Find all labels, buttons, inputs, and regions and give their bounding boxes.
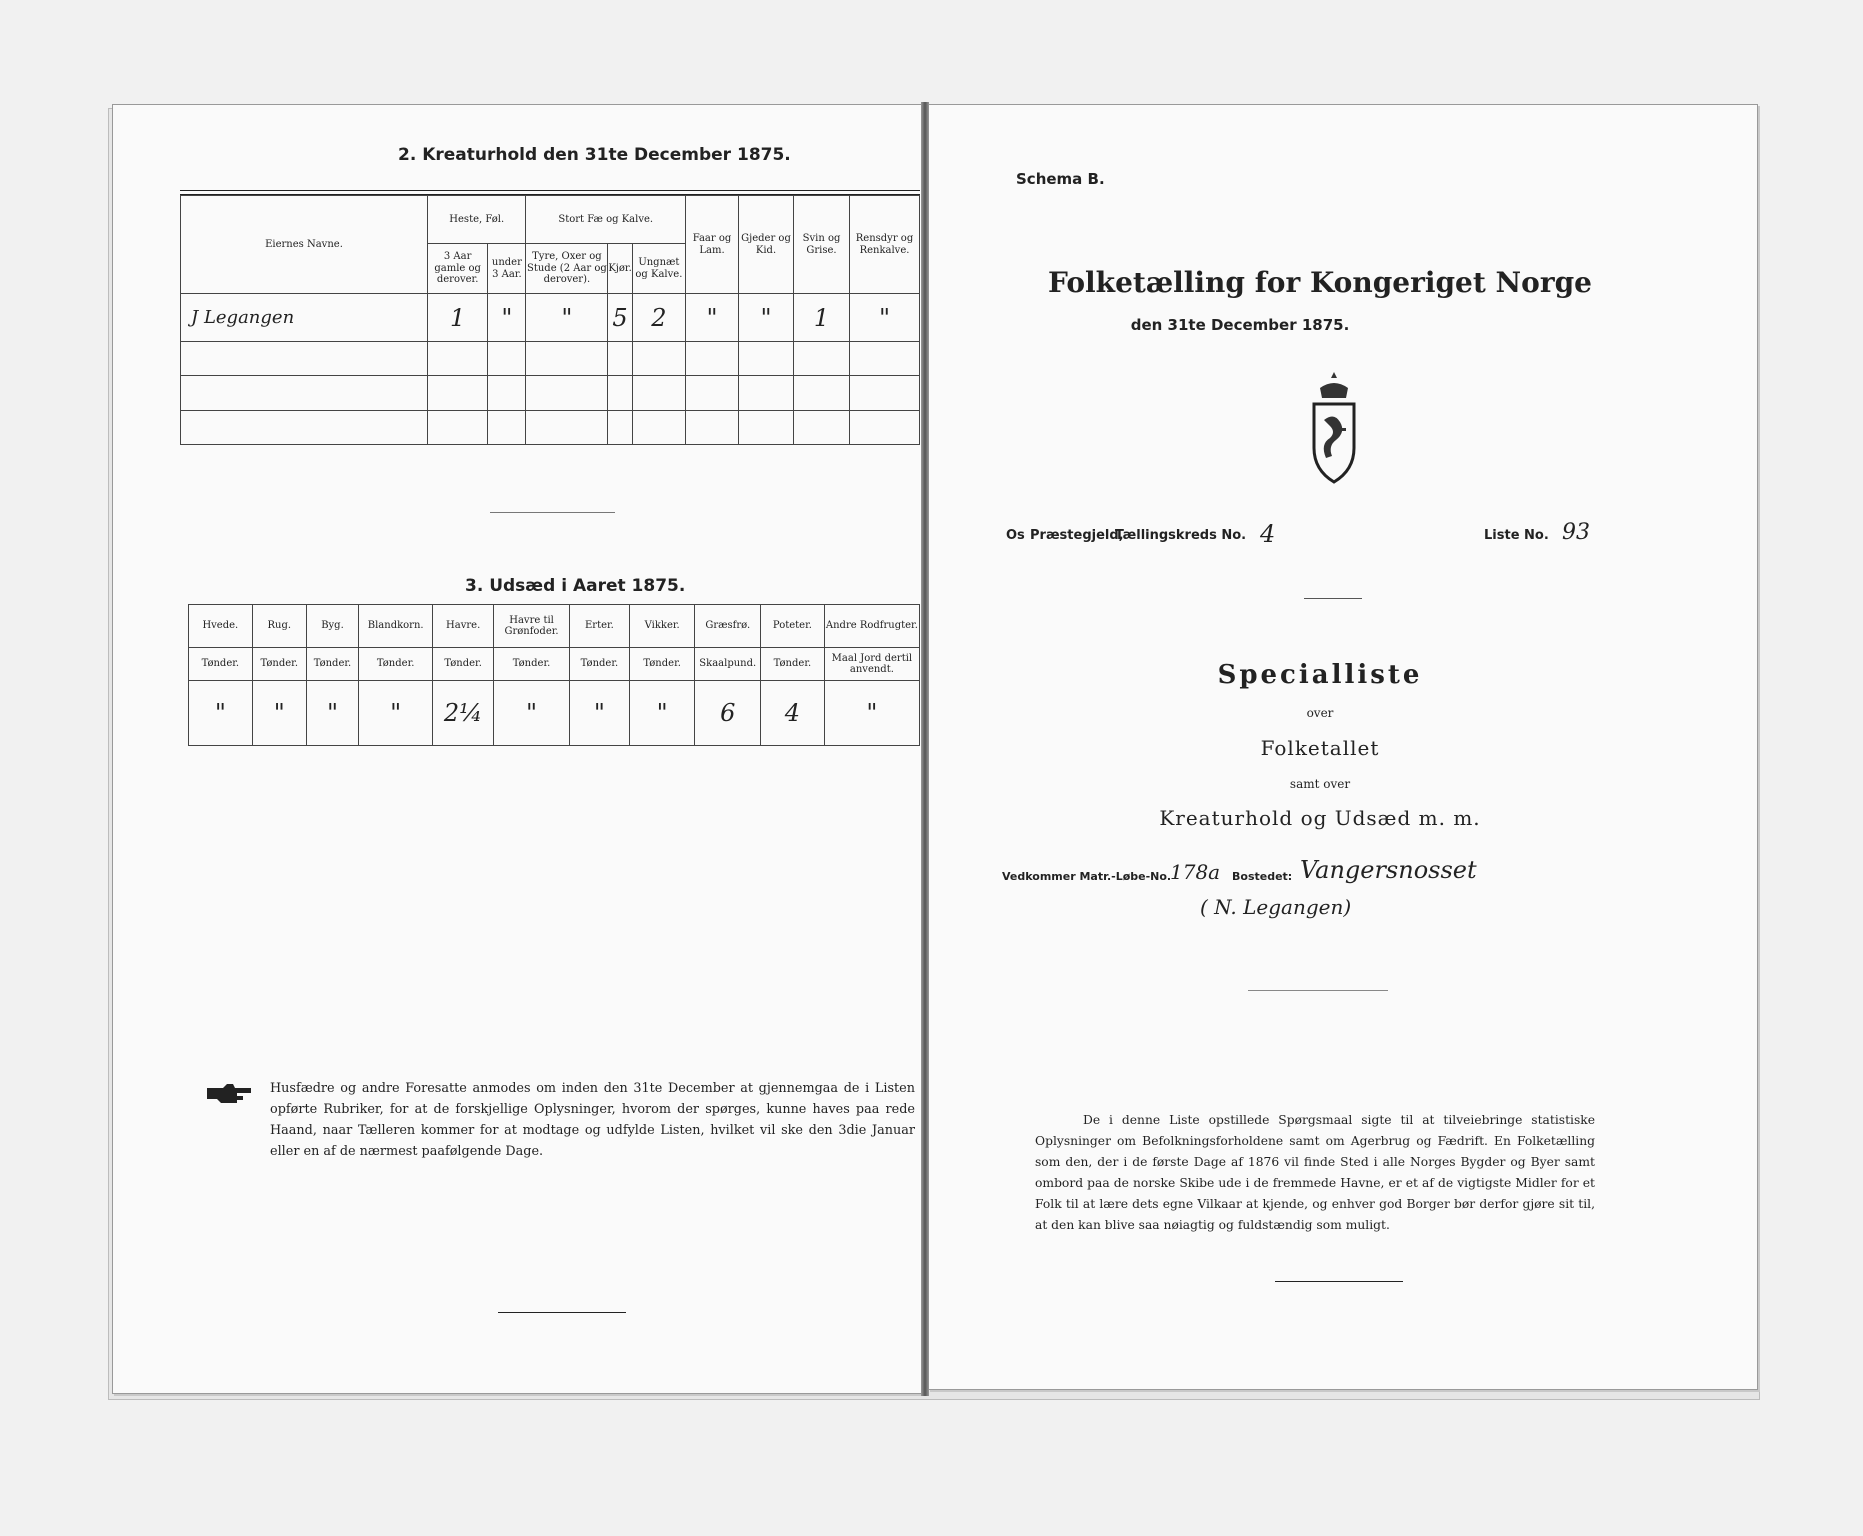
col-young-cattle: Ungnæt og Kalve.	[632, 243, 685, 293]
table-row	[181, 294, 920, 342]
col-cattle: Stort Fæ og Kalve.	[526, 196, 686, 244]
seed-col-header: Hvede.	[189, 605, 253, 648]
book-spine	[921, 102, 929, 1396]
seed-col-header: Græsfrø.	[695, 605, 761, 648]
seed-value-cell: "	[629, 680, 695, 745]
goats-cell: "	[739, 294, 794, 342]
seed-col-unit: Tønder.	[433, 648, 494, 681]
pointing-hand-icon	[205, 1082, 253, 1108]
seed-col-unit: Skaalpund.	[695, 648, 761, 681]
seed-value-cell: 2¼	[433, 680, 494, 745]
footer-text: De i denne Liste opstillede Spørgsmaal sigte til at tilveiebringe statistiske Oplysninger om Befolkningsforholdene samt om Agerbrug og Fædrift. En Folketælling som den, der i de første Dage af 1876 vil finde Sted i alle Norges Bygder og Byer samt ombord paa de norske Skibe ude i de fremmede Havne, er et af de vigtigste Midler for et Folk til at lære dets egne Vilkaar at kjende, og enhver god Borger bør derfor gjøre sit til, at den kan blive saa nøiagtig og fuldstændig som muligt.	[1035, 1113, 1595, 1232]
owner-cell: J Legangen	[181, 294, 428, 342]
seed-col-unit: Tønder.	[761, 648, 825, 681]
col-horses: Heste, Føl.	[428, 196, 526, 244]
col-oxen: Tyre, Oxer og Stude (2 Aar og derover).	[526, 243, 608, 293]
seed-col-header: Poteter.	[761, 605, 825, 648]
horses-old-cell: 1	[428, 294, 488, 342]
livestock-heading: 2. Kreaturhold den 31te December 1875.	[398, 145, 791, 165]
seed-heading: 3. Udsæd i Aaret 1875.	[465, 576, 686, 596]
col-goats: Gjeder og Kid.	[739, 196, 794, 294]
separator-rule-right	[1304, 598, 1362, 599]
col-reindeer: Rensdyr og Renkalve.	[850, 196, 920, 294]
seed-value-cell: 6	[695, 680, 761, 745]
col-horses-old: 3 Aar gamle og derover.	[428, 243, 488, 293]
bosted-subvalue: ( N. Legangen)	[1200, 895, 1352, 919]
schema-label: Schema B.	[1016, 170, 1105, 188]
folketallet-text: Folketallet	[1260, 736, 1380, 760]
seed-value-cell: 4	[761, 680, 825, 745]
sheep-cell: "	[686, 294, 739, 342]
seed-value-cell: "	[252, 680, 306, 745]
parish-label: Præstegjeld,	[1030, 528, 1124, 543]
matr-label: Vedkommer Matr.-Løbe-No.	[1002, 870, 1172, 883]
horses-young-cell: "	[488, 294, 526, 342]
col-cows: Kjør.	[608, 243, 632, 293]
young-cattle-cell: 2	[632, 294, 685, 342]
seed-value-cell: "	[824, 680, 919, 745]
seed-col-header: Havre.	[433, 605, 494, 648]
kreaturhold-text: Kreaturhold og Udsæd m. m.	[1159, 806, 1481, 830]
seed-col-header: Erter.	[570, 605, 630, 648]
table-row	[181, 410, 920, 444]
coat-of-arms-icon	[1306, 370, 1362, 490]
bosted-value: Vangersnosset	[1300, 856, 1477, 884]
seed-header-row	[189, 605, 920, 648]
seed-value-cell: "	[570, 680, 630, 745]
seed-value-cell: "	[306, 680, 358, 745]
seed-col-header: Rug.	[252, 605, 306, 648]
seed-col-unit: Tønder.	[629, 648, 695, 681]
col-pigs: Svin og Grise.	[794, 196, 850, 294]
seed-col-unit: Tønder.	[359, 648, 433, 681]
list-number: 93	[1562, 520, 1590, 545]
table-row	[189, 680, 920, 745]
district-label: Tællingskreds No.	[1115, 528, 1247, 543]
seed-col-unit: Tønder.	[189, 648, 253, 681]
pigs-cell: 1	[794, 294, 850, 342]
seed-col-header: Havre til Grønfoder.	[494, 605, 570, 648]
bosted-label: Bostedet:	[1232, 870, 1293, 883]
seed-col-unit: Maal Jord dertil anvendt.	[824, 648, 919, 681]
col-owner: Eiernes Navne.	[181, 196, 428, 294]
seed-col-header: Blandkorn.	[359, 605, 433, 648]
oxen-cell: "	[526, 294, 608, 342]
cows-cell: 5	[608, 294, 632, 342]
census-title: Folketælling for Kongeriget Norge	[1048, 266, 1592, 299]
table-row	[181, 342, 920, 376]
seed-table	[188, 604, 920, 746]
seed-col-header: Byg.	[306, 605, 358, 648]
over-text: over	[1306, 706, 1334, 720]
col-horses-young: under 3 Aar.	[488, 243, 526, 293]
samt-over-text: samt over	[1289, 777, 1351, 791]
separator-rule	[490, 512, 615, 513]
table-row	[181, 376, 920, 410]
seed-col-header: Andre Rodfrugter.	[824, 605, 919, 648]
seed-value-cell: "	[189, 680, 253, 745]
census-subtitle: den 31te December 1875.	[1130, 316, 1350, 334]
seed-value-cell: "	[359, 680, 433, 745]
notice-text: Husfædre og andre Foresatte anmodes om inden den 31te December at gjennemgaa de i Listen opførte Rubriker, for at de forskjellige Oplysninger, hvorom der spørges, kunne haves paa rede Haand, naar Tælleren kommer for at modtage og udfylde Listen, hvilket vil ske den 3die Januar eller en af de nærmest paafølgende Dage.	[270, 1081, 915, 1159]
separator-rule-right-2	[1248, 990, 1388, 991]
reindeer-cell: "	[850, 294, 920, 342]
end-rule-right	[1275, 1281, 1403, 1282]
seed-unit-row	[189, 648, 920, 681]
list-label: Liste No.	[1484, 528, 1549, 543]
district-number: 4	[1260, 520, 1276, 548]
col-sheep: Faar og Lam.	[686, 196, 739, 294]
seed-col-unit: Tønder.	[306, 648, 358, 681]
livestock-table	[180, 195, 920, 445]
end-rule-left	[498, 1312, 626, 1313]
parish-prefix: Os	[1006, 528, 1025, 543]
special-title: Specialliste	[1217, 660, 1423, 690]
matr-number: 178a	[1170, 860, 1221, 884]
seed-col-unit: Tønder.	[494, 648, 570, 681]
seed-col-unit: Tønder.	[570, 648, 630, 681]
seed-col-unit: Tønder.	[252, 648, 306, 681]
seed-value-cell: "	[494, 680, 570, 745]
seed-col-header: Vikker.	[629, 605, 695, 648]
